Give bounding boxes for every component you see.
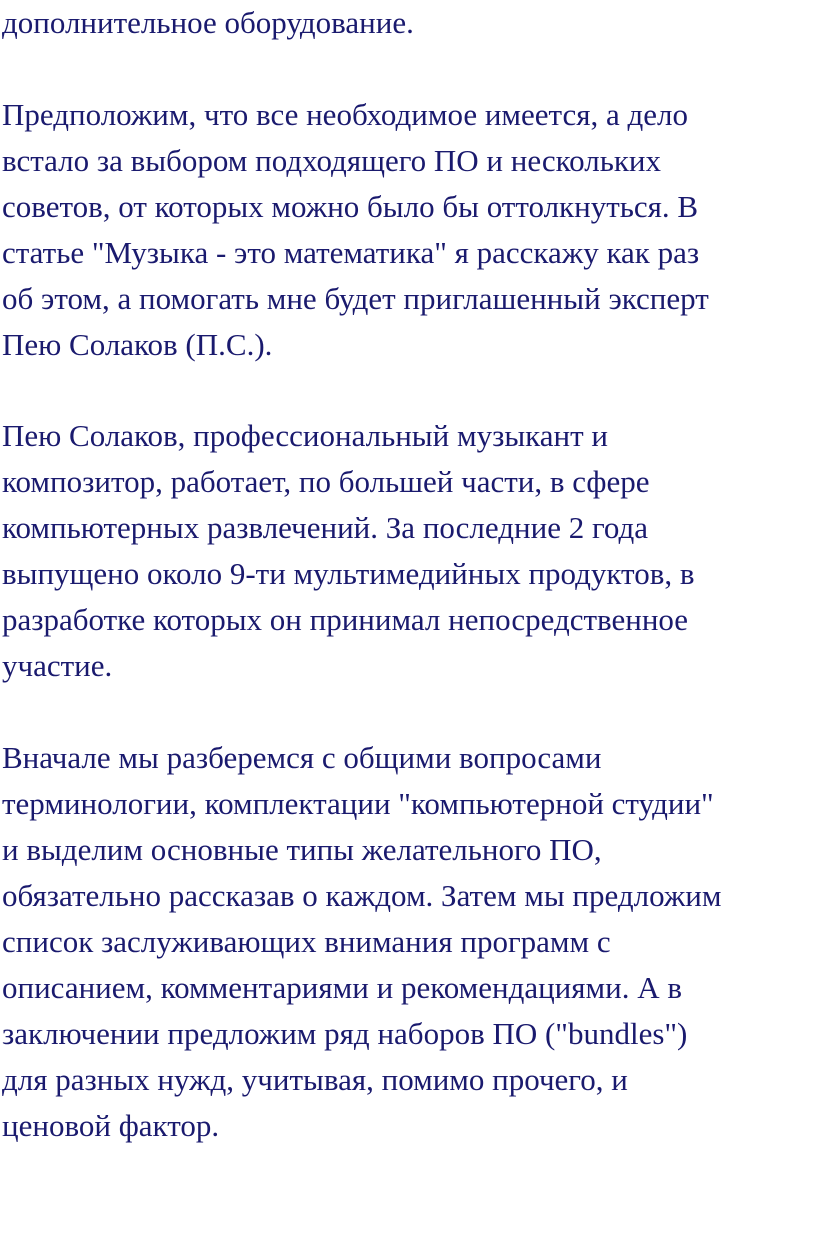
paragraph-1-line-4: статье "Музыка - это математика" я расскажу как раз — [2, 235, 700, 270]
paragraph-0-line-1: дополнительное оборудование. — [2, 5, 414, 40]
paragraph-2-line-2: композитор, работает, по большей части, в сфере — [2, 464, 650, 499]
paragraph-2-line-1: Пею Солаков, профессиональный музыкант и — [2, 418, 608, 453]
paragraph-1-line-3: советов, от которых можно было бы оттолкнуться. В — [2, 189, 699, 224]
paragraph-2-line-3: компьютерных развлечений. За последние 2 года — [2, 510, 649, 545]
paragraph-3-line-3: и выделим основные типы желательного ПО, — [2, 832, 602, 867]
paragraph-3-line-8: для разных нужд, учитывая, помимо прочего, и — [2, 1062, 628, 1097]
paragraph-1-line-1: Предположим, что все необходимое имеется, а дело — [2, 97, 689, 132]
paragraph-3-line-1: Вначале мы разберемся с общими вопросами — [2, 740, 602, 775]
paragraph-1-line-5: об этом, а помогать мне будет приглашенный эксперт — [2, 281, 709, 316]
paragraph-2-line-4: выпущено около 9-ти мультимедийных продуктов, в — [2, 556, 695, 591]
paragraph-3-line-6: описанием, комментариями и рекомендациями. А в — [2, 970, 683, 1005]
paragraph-3-line-4: обязательно рассказав о каждом. Затем мы предложим — [2, 878, 722, 913]
paragraph-3-line-9: ценовой фактор. — [2, 1108, 220, 1143]
paragraph-2-line-6: участие. — [2, 648, 113, 683]
paragraph-3-line-7: заключении предложим ряд наборов ПО ("bundles") — [2, 1016, 688, 1051]
paragraph-3-line-5: список заслуживающих внимания программ с — [2, 924, 611, 959]
paragraph-2-line-5: разработке которых он принимал непосредственное — [2, 602, 689, 637]
paragraph-1-line-2: встало за выбором подходящего ПО и нескольких — [2, 143, 661, 178]
paragraph-3-line-2: терминологии, комплектации "компьютерной студии" — [2, 786, 714, 821]
paragraph-1-line-6: Пею Солаков (П.С.). — [2, 327, 273, 362]
